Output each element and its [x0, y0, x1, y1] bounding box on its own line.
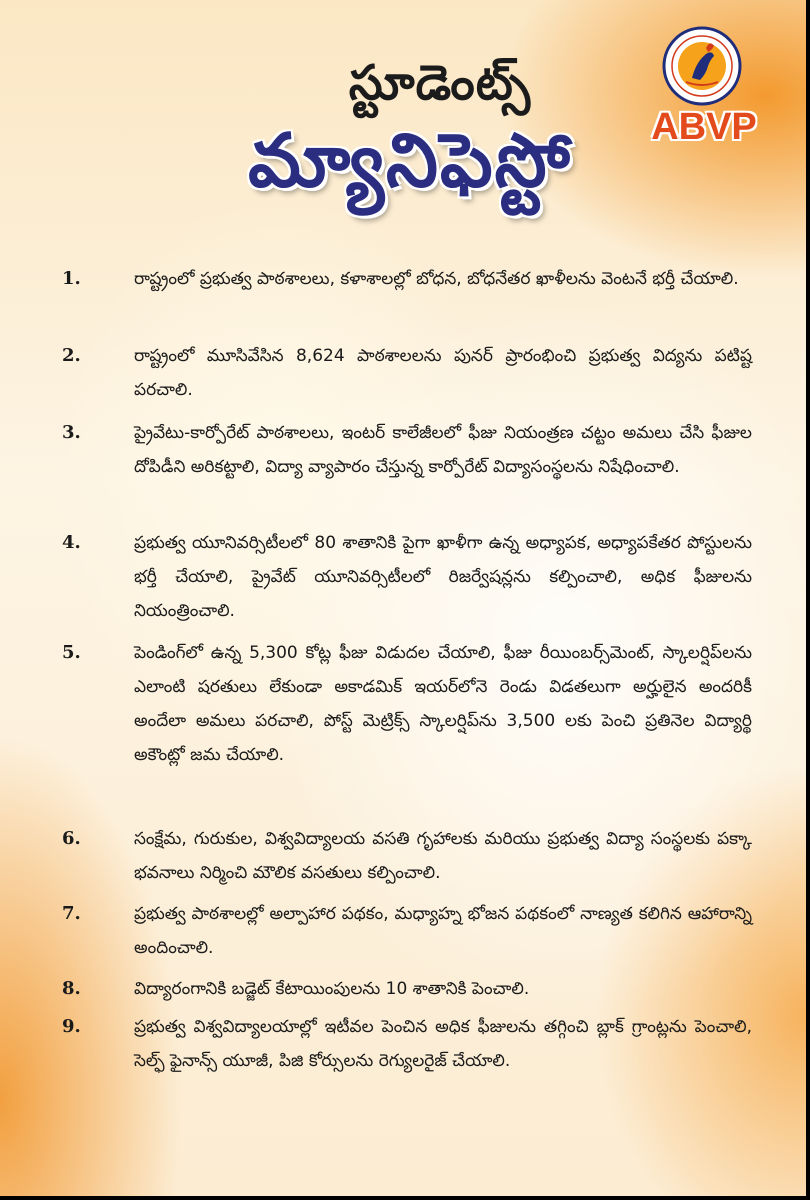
item-text: సంక్షేమ, గురుకుల, విశ్వవిద్యాలయ వసతి గృహాలకు మరియు ప్రభుత్వ విద్యా సంస్థలకు పక్కా భవనాలు నిర్మించి మౌలిక వసతులు కల్పించాలి. — [134, 829, 752, 883]
item-text: ప్రభుత్వ పాఠశాలల్లో అల్పాహార పథకం, మధ్యాహ్న భోజన పథకంలో నాణ్యత కలిగిన ఆహారాన్ని అందించాలి. — [134, 904, 752, 958]
list-item — [62, 339, 752, 416]
item-number: 8. — [62, 978, 81, 999]
list-item — [62, 636, 752, 822]
item-text: రాష్ట్రంలో మూసివేసిన 8,624 పాఠశాలలను పునర్ ప్రారంభించి ప్రభుత్వ విద్యను పటిష్ట పరచాలి. — [134, 346, 752, 400]
item-text: ప్రైవేటు-కార్పోరేట్ పాఠశాలలు, ఇంటర్ కాలేజీలలో ఫీజు నియంత్రణ చట్టం అమలు చేసి ఫీజుల దోపిడీని అరికట్టాలి, విద్యా వ్యాపారం చేస్తున్న కార్పోరేట్ విద్యాసంస్థలను నిషేధించాలి. — [134, 423, 752, 477]
item-text: రాష్ట్రంలో ప్రభుత్వ పాఠశాలలు, కళాశాలల్లో బోధన, బోధనేతర ఖాళీలను వెంటనే భర్తీ చేయాలి. — [134, 269, 739, 289]
list-item — [62, 262, 752, 339]
list-item — [62, 1010, 752, 1120]
item-number: 4. — [62, 532, 81, 553]
title-line1: స్టూడెంట్స్ — [348, 55, 532, 111]
abvp-emblem-icon — [662, 26, 742, 106]
item-number: 6. — [62, 828, 81, 849]
list-item — [62, 416, 752, 526]
list-item — [62, 897, 752, 972]
item-text: విద్యారంగానికి బడ్జెట్ కేటాయింపులను 10 శాతానికి పెంచాలి. — [134, 979, 530, 999]
item-text: ప్రభుత్వ యూనివర్సిటీలలో 80 శాతానికి పైగా ఖాళీగా ఉన్న అధ్యాపక, అధ్యాపకేతర పోస్టులను భర్తీ చేయాలి, ప్రైవేట్ యూనివర్సిటీలలో రిజర్వేషన్లను కల్పించాలి, అధిక ఫీజులను నియంత్రించాలి. — [134, 533, 752, 621]
item-number: 7. — [62, 903, 81, 924]
item-number: 5. — [62, 642, 81, 663]
item-number: 3. — [62, 422, 81, 443]
abvp-logo-text: ABVP — [651, 106, 757, 148]
item-text: పెండింగ్‌లో ఉన్న 5,300 కోట్ల ఫీజు విడుదల చేయాలి, ఫీజు రీయింబర్స్‌మెంట్, స్కాలర్షిప్‌లను ఎలాంటి షరతులు లేకుండా అకాడమిక్ ఇయర్‌లోనె రెండు విడతలుగా అర్హులైన అందరికీ అందేలా అమలు పరచాలి, పోస్ట్ మెట్రిక్స్ స్కాలర్షిప్‌ను 3,500 లకు పెంచి ప్రతినెల విద్యార్థి అకౌంట్లో జమ చేయాలి. — [134, 643, 752, 765]
list-item — [62, 972, 752, 1010]
item-number: 1. — [62, 268, 81, 289]
item-number: 9. — [62, 1016, 81, 1037]
item-text: ప్రభుత్వ విశ్వవిద్యాలయాల్లో ఇటీవల పెంచిన అధిక ఫీజులను తగ్గించి బ్లాక్ గ్రాంట్లను పెంచాలి, సెల్ఫ్ ఫైనాన్స్ యూజీ, పిజి కోర్సులను రెగ్యులరైజ్ చేయాలి. — [134, 1017, 752, 1071]
list-item — [62, 822, 752, 897]
list-item — [62, 526, 752, 636]
title-line2: మ్యానిఫెస్టో — [248, 118, 572, 204]
item-number: 2. — [62, 345, 81, 366]
demands-list — [62, 262, 752, 1120]
